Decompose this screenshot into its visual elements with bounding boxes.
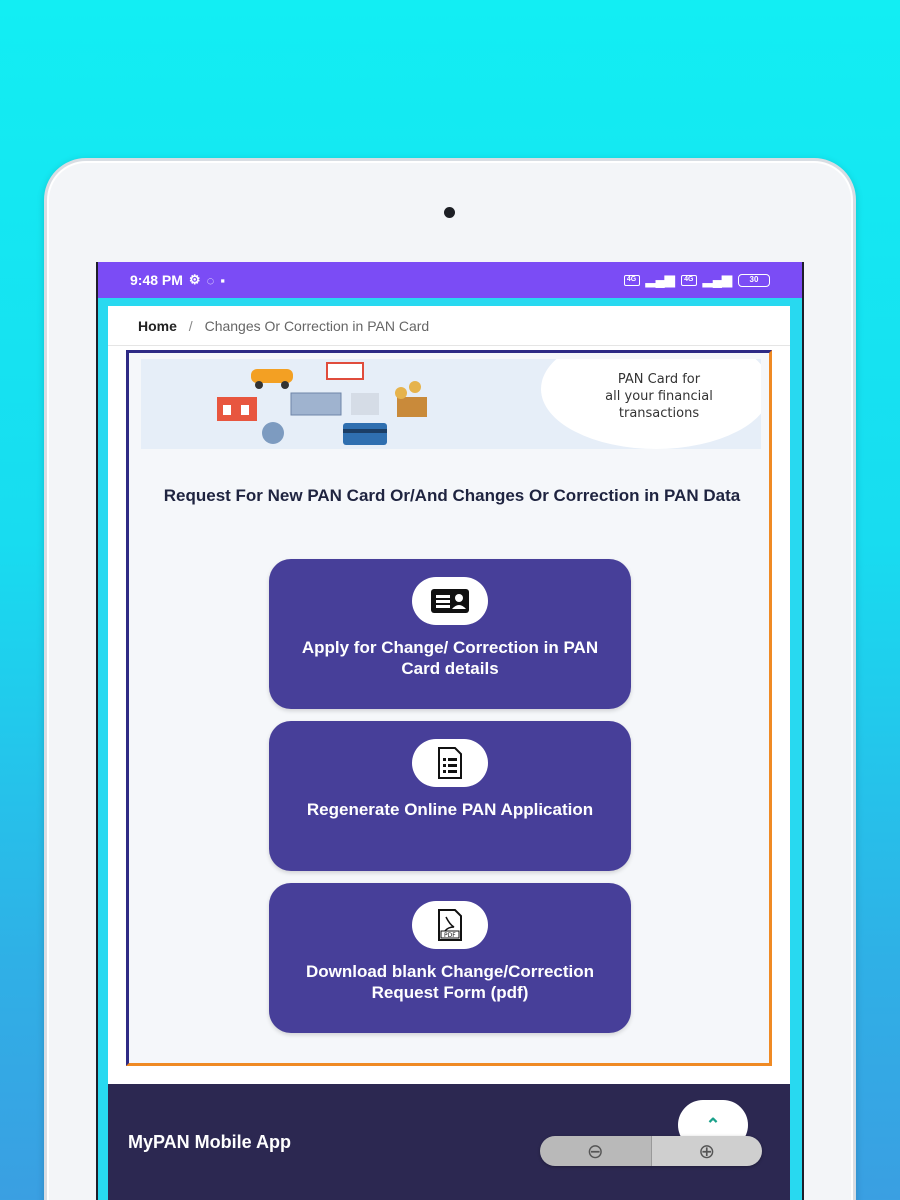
message-icon: ▪ <box>220 272 225 288</box>
regenerate-application-label: Regenerate Online PAN Application <box>306 800 594 819</box>
signal-icon: ▂▄▆ <box>702 272 732 287</box>
volte-icon: 4G <box>681 275 697 286</box>
breadcrumb-home-link[interactable]: Home <box>138 318 177 334</box>
signal-icon: ▂▄▆ <box>645 272 675 287</box>
front-camera <box>444 207 455 218</box>
status-time: 9:48 PM <box>130 272 183 288</box>
breadcrumb <box>108 306 790 346</box>
breadcrumb-separator: / <box>188 318 193 334</box>
chevron-up-icon: ⌃ <box>705 1114 721 1135</box>
breadcrumb-current: Changes Or Correction in PAN Card <box>204 318 430 334</box>
pan-banner-image <box>141 359 761 449</box>
download-form-label: Download blank Change/Correction Request Form (pdf) <box>305 962 595 1002</box>
pan-correction-card <box>126 350 772 1066</box>
settings-gear-icon: ⚙ <box>188 272 201 287</box>
pdf-file-icon <box>412 901 488 949</box>
whatsapp-icon: ◌ <box>206 272 215 288</box>
footer-title: MyPAN Mobile App <box>128 1132 291 1152</box>
page-heading: Request For New PAN Card Or/And Changes Or Correction in PAN Data <box>163 486 741 505</box>
document-list-icon <box>412 739 488 787</box>
battery-icon: 30 <box>738 274 770 287</box>
volte-icon: 4G <box>624 275 640 286</box>
zoom-in-button[interactable] <box>652 1136 763 1166</box>
svg-text:PDF: PDF <box>444 932 456 939</box>
web-page <box>108 306 790 1152</box>
device-screen <box>96 262 804 1200</box>
status-bar <box>98 262 802 298</box>
apply-correction-label: Apply for Change/ Correction in PAN Card details <box>301 638 599 678</box>
zoom-in-icon: ⊕ <box>698 1140 716 1163</box>
download-form-button[interactable] <box>269 883 631 1033</box>
banner-caption: PAN Card for all your financial transactions <box>605 372 713 421</box>
zoom-controls <box>540 1136 762 1166</box>
regenerate-application-button[interactable] <box>269 721 631 871</box>
zoom-out-icon: ⊖ <box>586 1140 604 1163</box>
apply-correction-button[interactable] <box>269 559 631 709</box>
zoom-out-button[interactable] <box>540 1136 652 1166</box>
id-card-icon <box>412 577 488 625</box>
